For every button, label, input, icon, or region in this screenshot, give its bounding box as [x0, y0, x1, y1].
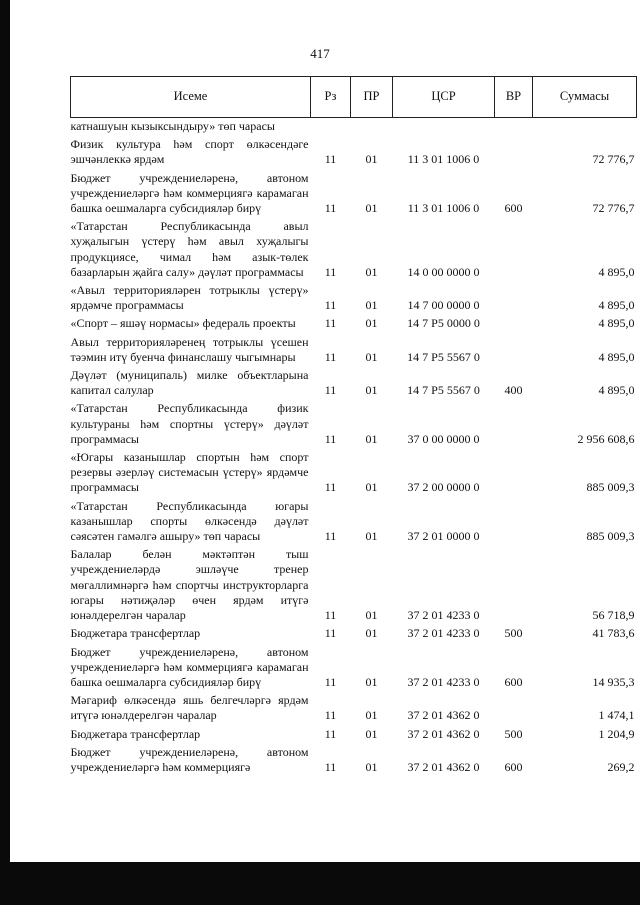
cell-vr: 600: [504, 201, 523, 216]
cell-pr: 01: [365, 529, 378, 544]
cell-name: Авыл территорияләренең тотрыклы үсешен тәэмин итү буенча финанслашу чыгымнары: [70, 334, 309, 364]
cell-name: «Спорт – яшәү нормасы» федераль проекты: [70, 316, 296, 331]
cell-rz: 11: [324, 626, 337, 641]
cell-name: Бюджетара трансфертлар: [70, 626, 201, 641]
cell-vr: [495, 280, 533, 313]
cell-rz: 11: [324, 759, 337, 774]
cell-name: «Югары казанышлар спортын һәм спорт резервы әзерләү системасын үстерү» ярдәмче программасы: [70, 450, 309, 495]
cell-csr: 37 2 01 0000 0: [407, 529, 480, 544]
cell-rz: 11: [324, 201, 337, 216]
cell-csr: 14 7 P5 5567 0: [407, 383, 480, 398]
cell-csr: 37 2 01 4362 0: [407, 759, 480, 774]
table-row: [71, 168, 637, 217]
cell-pr: 01: [365, 349, 378, 364]
cell-vr: [495, 134, 533, 167]
cell-amount: 4 895,0: [598, 349, 635, 364]
table-row: [71, 134, 637, 167]
cell-csr: 37 0 00 0000 0: [407, 431, 480, 446]
table-row: [71, 623, 637, 641]
budget-table: [70, 76, 637, 775]
cell-csr: 37 2 01 4233 0: [407, 674, 480, 689]
cell-csr: 14 7 P5 5567 0: [407, 349, 480, 364]
table-row: [71, 642, 637, 691]
cell-vr: 500: [504, 626, 523, 641]
cell-amount: 72 776,7: [592, 152, 635, 167]
header-vr: ВР: [495, 77, 533, 118]
cell-csr: 37 2 01 4233 0: [407, 608, 480, 623]
cell-vr: [495, 398, 533, 447]
cell-csr: 37 2 01 4362 0: [407, 726, 480, 741]
cell-csr: 14 7 P5 0000 0: [407, 316, 480, 331]
cell-name: Балалар белән мәктәптән тыш учреждениеләрдә эшләүче тренер мөгаллимнәргә һәм спортчы инструкторларга югары нәтиҗәләр өчен ярдәм итүгә юнәлдерелгән чаралар: [70, 547, 309, 623]
cell-rz: 11: [324, 480, 337, 495]
cell-vr: [495, 313, 533, 331]
continuation-row: [71, 118, 637, 135]
cell-name: Бюджет учреждениеләренә, автоном учреждениеләргә һәм коммерциягә карамаган башка оешмаларга субсидияләр бирү: [70, 170, 309, 216]
cell-amount: 269,2: [607, 759, 635, 774]
cell-pr: 01: [365, 431, 378, 446]
cell-vr: [495, 216, 533, 280]
cell-amount: 72 776,7: [592, 201, 635, 216]
cell-amount: 1 204,9: [598, 726, 635, 741]
cell-name: «Татарстан Республикасында югары казанышлар спорты өлкәсендә дәүләт сәясәтен гамәлгә ашыру» төп чарасы: [70, 498, 309, 544]
scan-border-bottom: [0, 862, 640, 905]
header-csr: ЦСР: [393, 77, 495, 118]
cell-rz: 11: [324, 264, 337, 279]
cell-vr: [495, 544, 533, 623]
header-pr: ПР: [351, 77, 393, 118]
cell-pr: 01: [365, 383, 378, 398]
table-row: [71, 544, 637, 623]
cell-amount: 4 895,0: [598, 264, 635, 279]
header-amount: Суммасы: [533, 77, 637, 118]
cell-vr: [495, 496, 533, 545]
table-row: [71, 280, 637, 313]
cell-vr: 600: [504, 759, 523, 774]
table-header: [71, 77, 637, 118]
cell-rz: 11: [324, 529, 337, 544]
cell-name: Дәүләт (муниципаль) милке объектларына капитал салулар: [70, 368, 309, 398]
cell-vr: [495, 332, 533, 365]
cell-amount: 4 895,0: [598, 298, 635, 313]
cell-amount: 41 783,6: [592, 626, 635, 641]
cell-csr: 11 3 01 1006 0: [407, 152, 480, 167]
table-row: [71, 216, 637, 280]
page-number: 417: [310, 46, 330, 61]
cell-vr: 400: [504, 383, 523, 398]
cell-pr: 01: [365, 708, 378, 723]
cell-pr: 01: [365, 152, 378, 167]
cell-name: Физик культура һәм спорт өлкәсендәге эшчәнлеккә ярдәм: [70, 137, 309, 167]
table-body: [71, 118, 637, 776]
cell-amount: 4 895,0: [598, 383, 635, 398]
cell-pr: 01: [365, 298, 378, 313]
cell-pr: 01: [365, 608, 378, 623]
header-name: Исеме: [71, 77, 311, 118]
cell-name: «Авыл территорияләрен тотрыклы үстерү» ярдәмче программасы: [70, 283, 309, 313]
table-row: [71, 398, 637, 447]
cell-pr: 01: [365, 316, 378, 331]
cell-rz: 11: [324, 674, 337, 689]
cell-amount: 1 474,1: [598, 708, 635, 723]
cell-name: Мәгариф өлкәсендә яшь белгечләргә ярдәм итүгә юнәлдерелгән чаралар: [70, 693, 309, 723]
cell-name: «Татарстан Республикасында физик культураны һәм спортны үстерү» дәүләт программасы: [70, 401, 309, 446]
table-row: [71, 365, 637, 398]
cell-vr: [495, 447, 533, 496]
cell-pr: 01: [365, 674, 378, 689]
cell-rz: 11: [324, 298, 337, 313]
cell-vr: 500: [504, 726, 523, 741]
cell-pr: 01: [365, 480, 378, 495]
cell-name: Бюджетара трансфертлар: [70, 726, 201, 741]
cell-csr: 37 2 01 4362 0: [407, 708, 480, 723]
cell-vr: 600: [504, 674, 523, 689]
cell-pr: 01: [365, 759, 378, 774]
cell-vr: [495, 690, 533, 723]
cell-csr: 14 0 00 0000 0: [407, 264, 480, 279]
cell-rz: 11: [324, 152, 337, 167]
header-rz: Рз: [311, 77, 351, 118]
cell-name: Бюджет учреждениеләренә, автоном учреждениеләргә һәм коммерциягә: [70, 744, 309, 774]
cell-amount: 885 009,3: [586, 480, 635, 495]
cell-amount: 4 895,0: [598, 316, 635, 331]
table-row: [71, 447, 637, 496]
table-row: [71, 313, 637, 331]
cell-rz: 11: [324, 349, 337, 364]
cell-pr: 01: [365, 626, 378, 641]
cell-rz: 11: [324, 726, 337, 741]
cell-rz: 11: [324, 383, 337, 398]
cell-rz: 11: [324, 431, 337, 446]
cell-name: Бюджет учреждениеләренә, автоном учреждениеләргә һәм коммерциягә карамаган башка оешмаларга субсидияләр бирү: [70, 644, 309, 689]
cell-rz: 11: [324, 608, 337, 623]
cell-csr: 11 3 01 1006 0: [407, 201, 480, 216]
table-row: [71, 690, 637, 723]
cell-csr: 37 2 01 4233 0: [407, 626, 480, 641]
cell-pr: 01: [365, 264, 378, 279]
cell-rz: 11: [324, 316, 337, 331]
cell-amount: 56 718,9: [592, 608, 635, 623]
cell-amount: 885 009,3: [586, 529, 635, 544]
cell-csr: 37 2 00 0000 0: [407, 480, 480, 495]
cell-csr: 14 7 00 0000 0: [407, 298, 480, 313]
scan-border-left: [0, 0, 10, 905]
cell-pr: 01: [365, 726, 378, 741]
table-row: [71, 742, 637, 775]
cell-rz: 11: [324, 708, 337, 723]
table-row: [71, 724, 637, 742]
cell-amount: 2 956 608,6: [577, 431, 635, 446]
cell-name: «Татарстан Республикасында авыл хуҗалыгын үстерү һәм авыл хуҗалыгы продукциясе, чимал һәм азык-төлек базарларын җайга салу» дәүләт программасы: [70, 219, 309, 279]
table-row: [71, 332, 637, 365]
continuation-text: катнашуын кызыксындыру» төп чарасы: [70, 119, 275, 133]
cell-amount: 14 935,3: [592, 674, 635, 689]
table-row: [71, 496, 637, 545]
cell-pr: 01: [365, 201, 378, 216]
